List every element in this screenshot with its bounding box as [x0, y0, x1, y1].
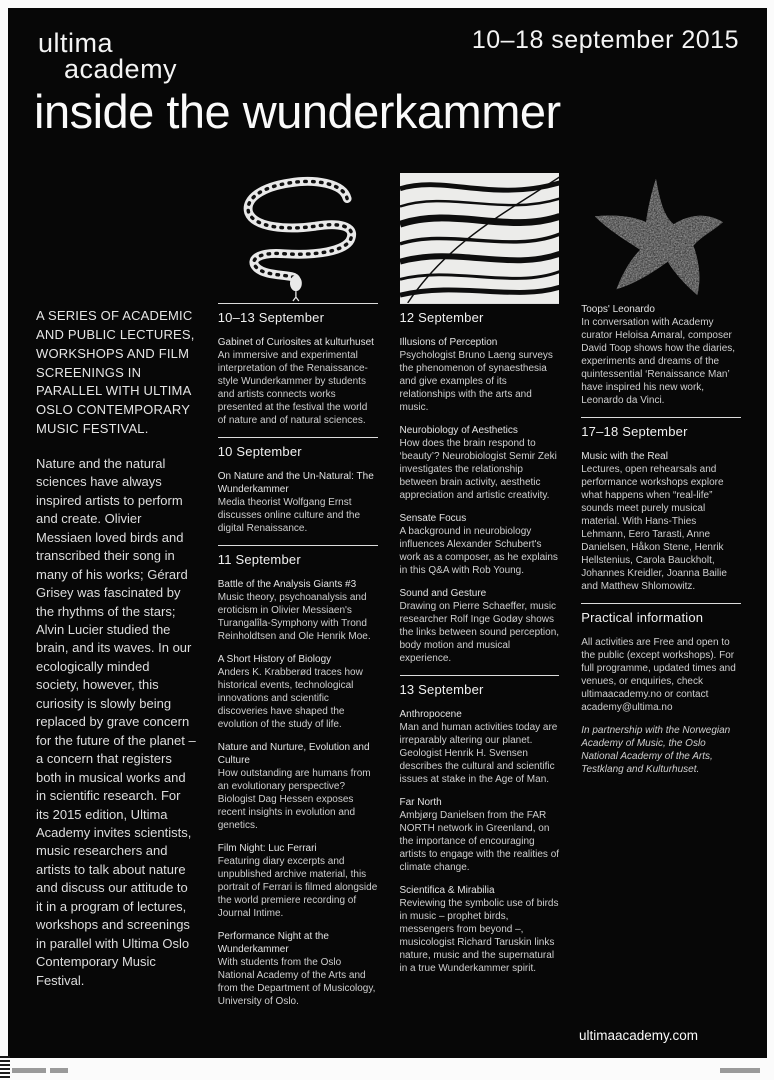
event-text: All activities are Free and open to the public (except workshops). For full programme, updated times and venues, or enquiries, check ultimaacademy.no or contact academy@ultima.no — [581, 636, 736, 713]
event-title: A Short History of Biology — [217, 653, 332, 665]
event-item — [581, 724, 741, 776]
program-column-1 — [218, 303, 378, 1018]
event-item — [218, 578, 378, 643]
intro-lead: A SERIES OF ACADEMIC AND PUBLIC LECTURES, WORKSHOPS AND FILM SCREENINGS IN PARALLEL WITH ULTIMA OSLO CONTEMPORARY MUSIC FESTIVAL. — [36, 308, 195, 437]
event-title: Illusions of Perception — [399, 336, 498, 348]
ultima-academy-logo — [38, 30, 177, 83]
event-text: Reviewing the symbolic use of birds in music – prophet birds, messengers from beyond –, musicologist Richard Taruskin links nature, music and the supernatural in a true Wunderkammer spirit. — [399, 897, 559, 974]
festival-dates: 10–18 september 2015 — [471, 26, 739, 54]
event-item — [581, 450, 741, 593]
image-cell-empty — [36, 173, 196, 303]
website-link[interactable]: ultimaacademy.com — [579, 1028, 699, 1043]
event-item — [400, 336, 560, 414]
content-grid — [36, 163, 741, 1018]
event-title: Gabinet of Curiosites at kulturhuset — [217, 336, 374, 348]
date-heading: 17–18 September — [581, 417, 741, 441]
event-title: Performance Night at the Wunderkammer — [217, 930, 329, 955]
event-title: Anthropocene — [399, 708, 462, 720]
date-heading: 12 September — [400, 303, 560, 327]
event-title: Battle of the Analysis Giants #3 — [217, 578, 357, 590]
feather-illustration-icon — [400, 173, 560, 303]
event-text: Drawing on Pierre Schaeffer, music researcher Rolf Inge Godøy shows the links between sound perception, body motion and musical experience. — [399, 600, 560, 664]
event-text: Featuring diary excerpts and unpublished archive material, this portrait of Ferrari is filmed alongside the world premiere recording of Journal Intime. — [217, 855, 378, 919]
event-text: A background in neurobiology influences Alexander Schubert's work as a composer, as he explains in this Q&A with Rob Young. — [399, 525, 558, 576]
event-item — [581, 303, 741, 407]
event-title: Sound and Gesture — [399, 587, 487, 599]
event-title: Far North — [399, 796, 442, 808]
program-column-3 — [581, 303, 741, 1018]
event-text: Lectures, open rehearsals and performance workshops explore what happens when “real-life” sounds meet purely musical material. With Hans-Thies Lehmann, Eero Tarasti, Anne Danielsen, Håkon Stene, Henrik Hellstenius, Carola Bauckholt, Johannes Kreidler, Joanna Bailie and Matthew Shlomowitz. — [581, 463, 727, 592]
event-text: An immersive and experimental interpretation of the Renaissance-style Wunderkammer by students and artists connects works presented at the festival the world of nature and of natural sciences. — [217, 349, 368, 426]
intro-column — [36, 303, 196, 1018]
event-item — [581, 636, 741, 714]
event-text: Anders K. Krabberød traces how historical events, technological innovations and scientific discoveries have shaped the evolution of the study of life. — [217, 666, 363, 730]
program-column-2 — [400, 303, 560, 1018]
print-registration-mark — [0, 1056, 10, 1080]
poster-black-canvas — [8, 8, 767, 1058]
marbled-feather-icon — [400, 173, 560, 303]
event-text: In partnership with the Norwegian Academy of Music, the Oslo National Academy of the Arts, Testklang and Kulturhuset. — [581, 724, 731, 775]
event-title: Toops' Leonardo — [581, 304, 655, 315]
event-title: Sensate Focus — [399, 512, 467, 524]
starfish-illustration-icon — [581, 173, 741, 303]
event-item — [218, 653, 378, 731]
starfish-icon — [581, 173, 741, 303]
event-item — [400, 884, 560, 975]
event-item — [400, 587, 560, 665]
event-text: Ambjørg Danielsen from the FAR NORTH network in Greenland, on the importance of encouraging artists to engage with the realities of climate change. — [399, 809, 560, 873]
event-item — [218, 470, 378, 535]
event-title: Nature and Nurture, Evolution and Culture — [217, 741, 370, 766]
event-text: With students from the Oslo National Academy of the Arts and from the Department of Musicology, University of Oslo. — [217, 956, 376, 1007]
event-item — [218, 336, 378, 427]
event-item — [400, 512, 560, 577]
event-text: How outstanding are humans from an evolutionary perspective? Biologist Dag Hessen exposes recent insights in evolution and genetics. — [217, 767, 371, 831]
event-item — [218, 842, 378, 920]
event-item — [400, 424, 560, 502]
event-title: Neurobiology of Aesthetics — [399, 424, 518, 436]
event-title: Music with the Real — [581, 450, 668, 462]
event-text: How does the brain respond to ‘beauty’? Neurobiologist Semir Zeki investigates the relationship between brain activity, aesthetic appreciation and artistic creativity. — [399, 437, 557, 501]
logo-line-ultima: ultima — [38, 28, 114, 58]
event-item — [400, 796, 560, 874]
print-slug-right — [720, 1068, 760, 1073]
event-text: In conversation with Academy curator Heloisa Amaral, composer David Toop shows how the diaries, experiments and dreams of the quintessential ‘Renaissance Man’ have inspired his new work, Leonardo da Vinci. — [581, 317, 736, 406]
event-title: Scientifica & Mirabilia — [399, 884, 495, 896]
intro-body: Nature and the natural sciences have always inspired artists to perform and create. Olivier Messiaen loved birds and transcribed their song in many of his works; Gérard Grisey was fascinated by the rhythms of the stars; Alvin Lucier studied the brain, and its waves. In our ecologically minded society, however, this curiosity is slowly being replaced by grave concern for the future of the planet – a concern that registers both in musical works and in scientific research. For its 2015 edition, Ultima Academy invites scientists, music researchers and artists to talk about nature and discuss our attitude to it in a program of lectures, workshops and screenings in parallel with Ultima Oslo Contemporary Music Festival. — [36, 455, 196, 988]
date-heading: 13 September — [400, 675, 560, 699]
event-text: Man and human activities today are irreparably altering our planet. Geologist Henrik H. Svensen describes the cultural and scientific issues at stake in the Age of Man. — [399, 721, 558, 785]
date-heading: 10–13 September — [218, 303, 378, 327]
date-heading: 11 September — [218, 545, 378, 569]
date-heading: Practical information — [581, 603, 741, 627]
event-text: Psychologist Bruno Laeng surveys the phenomenon of synaesthesia and give examples of its relationships with the arts and music. — [399, 349, 553, 413]
event-title: Film Night: Luc Ferrari — [217, 842, 317, 854]
event-text: Music theory, psychoanalysis and eroticism in Olivier Messiaen's Turangalîla-Symphony with Trond Reinholdtsen and Ole Henrik Moe. — [217, 591, 371, 642]
poster-title: inside the wunderkammer — [34, 85, 561, 138]
event-item — [218, 930, 378, 1008]
date-heading: 10 September — [218, 437, 378, 461]
print-slug-left — [12, 1068, 68, 1073]
coiled-snake-icon — [218, 173, 378, 303]
logo-line-academy: academy — [64, 54, 178, 85]
snake-illustration-icon — [218, 173, 378, 303]
event-item — [400, 708, 560, 786]
event-item — [218, 741, 378, 832]
event-text: Media theorist Wolfgang Ernst discusses online culture and the digital Renaissance. — [217, 496, 361, 534]
event-title: On Nature and the Un-Natural: The Wunderkammer — [217, 470, 374, 495]
